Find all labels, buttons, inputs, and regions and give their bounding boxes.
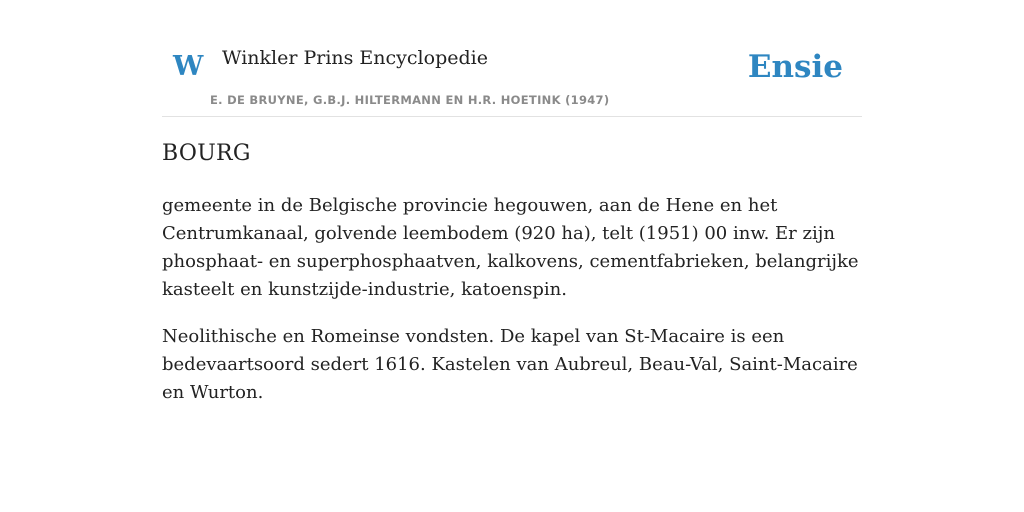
header	[162, 0, 862, 117]
entry-title: BOURG	[162, 141, 251, 166]
logo-w-icon[interactable]: W	[173, 51, 204, 82]
page-container	[162, 0, 862, 403]
book-title[interactable]: Winkler Prins Encyclopedie	[222, 47, 488, 69]
entry-paragraph-2: Neolithische en Romeinse vondsten. De kapel van St-Macaire is een bedevaartsoord sedert 1616. Kastelen van Aubreul, Beau-Val, Saint-Macaire en Wurton.	[162, 326, 858, 403]
ensie-logo-link[interactable]: Ensie	[747, 49, 843, 85]
book-authors: E. DE BRUYNE, G.B.J. HILTERMANN EN H.R. HOETINK (1947)	[210, 93, 610, 107]
entry-paragraph-1: gemeente in de Belgische provincie hegouwen, aan de Hene en het Centrumkanaal, golvende leembodem (920 ha), telt (1951) 00 inw. Er zijn phosphaat- en superphosphaatven, kalkovens, cementfabrieken, belangrijke kasteelt en kunstzijde-industrie, katoenspin.	[162, 195, 859, 300]
